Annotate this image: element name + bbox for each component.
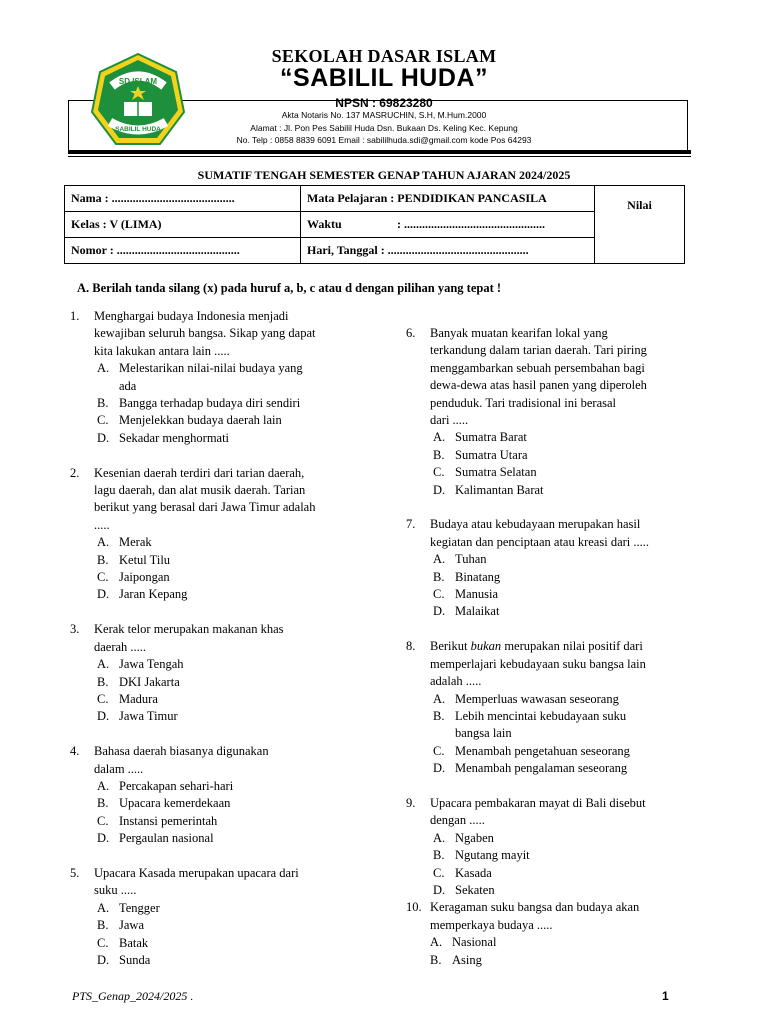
option-text: bangsa lain bbox=[455, 726, 512, 741]
option-text: Sekaten bbox=[455, 882, 495, 897]
option-text: Kalimantan Barat bbox=[455, 482, 544, 497]
question-number: 3. bbox=[70, 622, 80, 637]
option-b[interactable] bbox=[430, 952, 696, 969]
question-text-emphasis: bukan bbox=[470, 639, 502, 654]
option-a[interactable] bbox=[433, 429, 696, 446]
option-letter: B. bbox=[97, 796, 109, 811]
subject-field: Mata Pelajaran : PENDIDIKAN PANCASILA bbox=[301, 186, 595, 212]
question-number: 10. bbox=[406, 900, 422, 915]
option-d[interactable] bbox=[433, 882, 696, 899]
option-letter: D. bbox=[433, 882, 446, 897]
time-value: : ............................................... bbox=[397, 217, 545, 231]
option-b[interactable] bbox=[97, 917, 376, 934]
question-text: suku ..... bbox=[94, 883, 137, 898]
option-c[interactable] bbox=[433, 464, 696, 481]
option-letter: B. bbox=[97, 918, 109, 933]
question-7 bbox=[406, 516, 696, 620]
exam-title: SUMATIF TENGAH SEMESTER GENAP TAHUN AJARAN 2024/2025 bbox=[197, 168, 571, 182]
question-text: memperkaya budaya ..... bbox=[430, 917, 553, 932]
option-text: Percakapan sehari-hari bbox=[119, 778, 234, 793]
option-a[interactable] bbox=[97, 778, 376, 795]
option-text: Jaipongan bbox=[119, 570, 170, 585]
question-text: Keragaman suku bangsa dan budaya akan bbox=[430, 900, 640, 915]
question-text: penduduk. Tari tradisional ini berasal bbox=[430, 395, 616, 410]
header-frame-right bbox=[687, 100, 688, 150]
page-number: 1 bbox=[662, 989, 669, 1003]
option-b[interactable] bbox=[97, 395, 376, 412]
student-info-table bbox=[64, 185, 685, 264]
option-a[interactable] bbox=[433, 551, 696, 568]
school-type: SEKOLAH DASAR ISLAM bbox=[271, 46, 497, 66]
option-letter: D. bbox=[97, 587, 110, 602]
question-text: lagu daerah, dan alat musik daerah. Tarian bbox=[94, 483, 306, 498]
option-b[interactable] bbox=[433, 847, 696, 864]
question-text: Kesenian daerah terdiri dari tarian daerah, bbox=[94, 465, 305, 480]
option-c[interactable] bbox=[97, 569, 376, 586]
option-d[interactable] bbox=[433, 760, 696, 777]
option-text: Melestarikan nilai-nilai budaya yang bbox=[119, 361, 303, 376]
question-text: memperlajari kebudayaan suku bangsa lain bbox=[430, 656, 646, 671]
option-b[interactable] bbox=[97, 552, 376, 569]
option-letter: A. bbox=[97, 361, 110, 376]
school-contact: No. Telp : 0858 8839 6091 Email : sabililhuda.sdi@gmail.com kode Pos 64293 bbox=[236, 135, 532, 145]
option-a[interactable] bbox=[430, 934, 696, 951]
question-number: 8. bbox=[406, 639, 416, 654]
logo-text-top: SD ISLAM bbox=[118, 77, 158, 86]
option-text: Ketul Tilu bbox=[119, 552, 171, 567]
option-letter: B. bbox=[97, 552, 109, 567]
footer-doc-code: PTS_Genap_2024/2025 . bbox=[72, 989, 194, 1003]
question-column-right bbox=[406, 325, 696, 969]
question-text: Menghargai budaya Indonesia menjadi bbox=[94, 309, 289, 323]
option-letter: D. bbox=[97, 831, 110, 846]
option-text: Jawa Timur bbox=[119, 709, 178, 724]
option-a[interactable] bbox=[433, 830, 696, 847]
question-1 bbox=[70, 308, 376, 447]
option-text: Sunda bbox=[119, 952, 151, 967]
question-number: 6. bbox=[406, 326, 416, 340]
number-field: Nomor : ......................................... bbox=[65, 238, 301, 264]
option-text: Lebih mencintai kebudayaan suku bbox=[455, 708, 627, 723]
question-5 bbox=[70, 865, 376, 969]
option-b[interactable] bbox=[433, 708, 696, 725]
option-letter: B. bbox=[433, 569, 445, 584]
option-text: Kasada bbox=[455, 865, 492, 880]
question-text: terkandung dalam tarian daerah. Tari piring bbox=[430, 343, 647, 358]
option-letter: A. bbox=[433, 552, 446, 567]
option-letter: A. bbox=[433, 691, 446, 706]
option-text: Asing bbox=[452, 952, 482, 967]
question-text: dari ..... bbox=[430, 413, 469, 428]
option-d[interactable] bbox=[97, 708, 376, 725]
day-date-field: Hari, Tanggal : ............................................... bbox=[301, 238, 595, 264]
option-c[interactable] bbox=[433, 743, 696, 760]
option-letter: C. bbox=[433, 587, 445, 602]
question-text: dengan ..... bbox=[430, 813, 485, 828]
option-d[interactable] bbox=[97, 952, 376, 969]
option-text: Ngutang mayit bbox=[455, 848, 530, 863]
question-text: kewajiban seluruh bangsa. Sikap yang dapat bbox=[94, 326, 316, 341]
option-text: Sekadar menghormati bbox=[119, 430, 230, 445]
option-text: Memperluas wawasan seseorang bbox=[455, 691, 619, 706]
header-rule-thick bbox=[68, 150, 691, 154]
option-letter: B. bbox=[430, 952, 442, 967]
option-text: Nasional bbox=[452, 935, 497, 950]
option-letter: B. bbox=[433, 447, 445, 462]
question-column-left bbox=[70, 308, 376, 969]
option-text: Pergaulan nasional bbox=[119, 831, 214, 846]
option-text: Binatang bbox=[455, 569, 501, 584]
option-text: Ngaben bbox=[455, 830, 494, 845]
option-letter: D. bbox=[97, 952, 110, 967]
question-text: ..... bbox=[94, 517, 110, 532]
question-text: dewa-dewa atas hasil panen yang diperoleh bbox=[430, 378, 647, 393]
option-letter: C. bbox=[433, 743, 445, 758]
option-text: Menambah pengetahuan seseorang bbox=[455, 743, 630, 758]
option-letter: D. bbox=[97, 430, 110, 445]
question-8 bbox=[406, 638, 696, 777]
option-letter: C. bbox=[97, 935, 109, 950]
question-3 bbox=[70, 621, 376, 725]
option-b[interactable] bbox=[97, 795, 376, 812]
option-d[interactable] bbox=[433, 603, 696, 620]
option-letter: C. bbox=[433, 465, 445, 480]
question-2 bbox=[70, 465, 376, 604]
option-d[interactable] bbox=[97, 430, 376, 447]
question-4 bbox=[70, 743, 376, 847]
question-text: berikut yang berasal dari Jawa Timur adalah bbox=[94, 500, 316, 515]
npsn: NPSN : 69823280 bbox=[335, 96, 433, 110]
notary-deed: Akta Notaris No. 137 MASRUCHIN, S.H, M.Hum.2000 bbox=[281, 110, 487, 120]
option-text: Jawa Tengah bbox=[119, 657, 184, 672]
option-letter: A. bbox=[97, 535, 110, 550]
option-letter: A. bbox=[433, 830, 446, 845]
option-text: Jawa bbox=[119, 918, 144, 933]
question-text: Bahasa daerah biasanya digunakan bbox=[94, 744, 269, 759]
option-letter: C. bbox=[97, 570, 109, 585]
option-a[interactable] bbox=[97, 534, 376, 551]
name-field: Nama : ......................................... bbox=[65, 186, 301, 212]
question-text-part: Berikut bbox=[430, 639, 471, 654]
header-frame-left bbox=[68, 100, 69, 150]
option-text: Bangga terhadap budaya diri sendiri bbox=[119, 396, 301, 411]
time-field bbox=[301, 212, 595, 238]
class-field: Kelas : V (LIMA) bbox=[65, 212, 301, 238]
option-text: Upacara kemerdekaan bbox=[119, 796, 231, 811]
question-number: 2. bbox=[70, 465, 80, 480]
option-b[interactable] bbox=[433, 569, 696, 586]
question-text-part: merupakan nilai positif dari bbox=[501, 639, 643, 654]
option-text: DKI Jakarta bbox=[119, 674, 180, 689]
option-letter: A. bbox=[97, 900, 110, 915]
question-text: daerah ..... bbox=[94, 639, 147, 654]
option-c[interactable] bbox=[433, 865, 696, 882]
option-text: Jaran Kepang bbox=[119, 587, 188, 602]
option-b[interactable] bbox=[97, 674, 376, 691]
option-text: Menambah pengalaman seseorang bbox=[455, 761, 628, 776]
option-letter: D. bbox=[433, 761, 446, 776]
time-label: Waktu bbox=[307, 217, 342, 231]
option-text: Sumatra Selatan bbox=[455, 465, 537, 480]
question-text: Upacara pembakaran mayat di Bali disebut bbox=[430, 795, 646, 810]
school-logo bbox=[90, 52, 186, 148]
question-text: adalah ..... bbox=[430, 674, 482, 689]
question-text: Banyak muatan kearifan lokal yang bbox=[430, 326, 608, 340]
option-text: Menjelekkan budaya daerah lain bbox=[119, 413, 282, 428]
option-letter: B. bbox=[433, 708, 445, 723]
option-b[interactable] bbox=[433, 447, 696, 464]
option-letter: C. bbox=[97, 813, 109, 828]
question-text bbox=[430, 638, 696, 655]
option-a[interactable] bbox=[433, 691, 696, 708]
question-10 bbox=[406, 899, 696, 969]
question-text: dalam ..... bbox=[94, 761, 144, 776]
option-c[interactable] bbox=[97, 813, 376, 830]
option-text: Batak bbox=[119, 935, 149, 950]
option-c[interactable] bbox=[97, 412, 376, 429]
option-text: ada bbox=[119, 378, 137, 393]
school-name: “SABILIL HUDA” bbox=[280, 64, 488, 92]
question-text: menggambarkan sebuah persembahan bagi bbox=[430, 360, 645, 375]
option-text: Madura bbox=[119, 691, 158, 706]
header-rule-thin bbox=[68, 156, 691, 157]
option-letter: C. bbox=[97, 691, 109, 706]
option-letter: A. bbox=[97, 778, 110, 793]
option-letter: C. bbox=[433, 865, 445, 880]
option-a[interactable] bbox=[97, 656, 376, 673]
question-9 bbox=[406, 795, 696, 899]
option-a[interactable] bbox=[97, 900, 376, 917]
option-letter: B. bbox=[97, 674, 109, 689]
option-letter: D. bbox=[97, 709, 110, 724]
question-text: Upacara Kasada merupakan upacara dari bbox=[94, 865, 299, 880]
option-d[interactable] bbox=[433, 482, 696, 499]
question-number: 1. bbox=[70, 309, 80, 323]
question-number: 5. bbox=[70, 865, 80, 880]
option-text: Instansi pemerintah bbox=[119, 813, 218, 828]
school-address: Alamat : Jl. Pon Pes Sabilil Huda Dsn. Bukaan Ds. Keling Kec. Kepung bbox=[250, 123, 518, 133]
question-number: 7. bbox=[406, 517, 416, 532]
option-letter: C. bbox=[97, 413, 109, 428]
question-6 bbox=[406, 325, 696, 499]
question-number: 9. bbox=[406, 795, 416, 810]
option-text: Tuhan bbox=[455, 552, 487, 567]
option-text: Malaikat bbox=[455, 604, 500, 619]
option-c[interactable] bbox=[97, 691, 376, 708]
option-text: Manusia bbox=[455, 587, 499, 602]
logo-text-bottom: SABILIL HUDA bbox=[115, 126, 161, 133]
option-letter: D. bbox=[433, 604, 446, 619]
option-text: Merak bbox=[119, 535, 152, 550]
option-letter: A. bbox=[433, 430, 446, 445]
option-d[interactable] bbox=[97, 830, 376, 847]
question-text: kita lakukan antara lain ..... bbox=[94, 343, 230, 358]
section-a-instruction: A. Berilah tanda silang (x) pada huruf a, b, c atau d dengan pilihan yang tepat ! bbox=[77, 281, 502, 295]
option-a[interactable] bbox=[97, 360, 376, 377]
option-letter: D. bbox=[433, 482, 446, 497]
option-c[interactable] bbox=[433, 586, 696, 603]
score-box: Nilai bbox=[595, 186, 685, 264]
question-text: Kerak telor merupakan makanan khas bbox=[94, 622, 284, 637]
option-letter: A. bbox=[430, 935, 443, 950]
option-letter: B. bbox=[433, 848, 445, 863]
option-text: Sumatra Utara bbox=[455, 447, 528, 462]
question-text: Budaya atau kebudayaan merupakan hasil bbox=[430, 517, 641, 532]
question-text: kegiatan dan penciptaan atau kreasi dari ..... bbox=[430, 534, 650, 549]
option-text: Tengger bbox=[119, 900, 160, 915]
question-number: 4. bbox=[70, 744, 80, 759]
option-text: Sumatra Barat bbox=[455, 430, 527, 445]
option-c[interactable] bbox=[97, 935, 376, 952]
option-letter: A. bbox=[97, 657, 110, 672]
option-d[interactable] bbox=[97, 586, 376, 603]
option-letter: B. bbox=[97, 396, 109, 411]
